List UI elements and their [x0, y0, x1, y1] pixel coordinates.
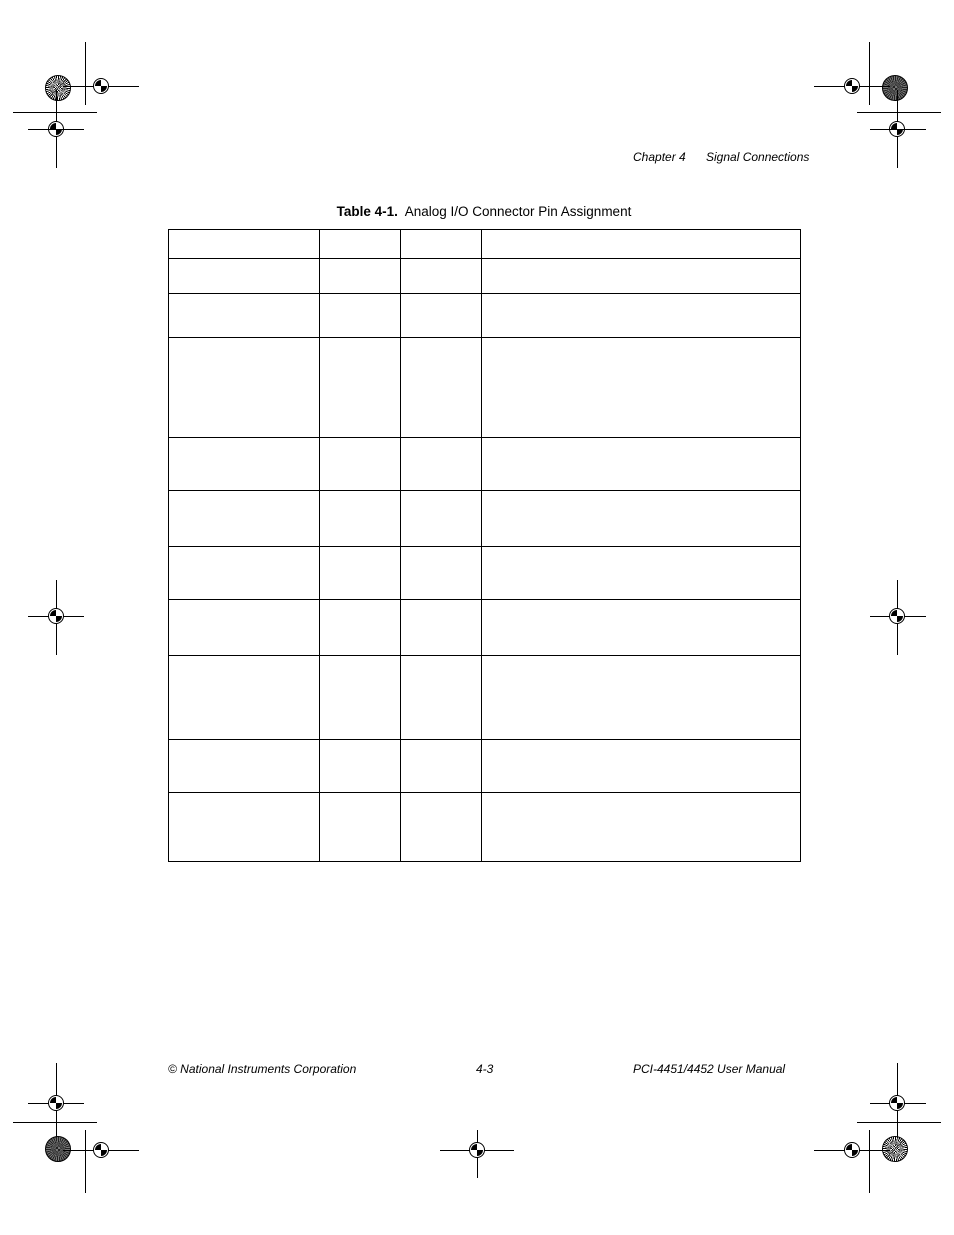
table-row — [169, 438, 801, 491]
starburst-icon-top-left — [45, 75, 71, 101]
registration-target-icon — [93, 78, 109, 94]
starburst-icon-bottom-right — [882, 1136, 908, 1162]
registration-target-icon — [844, 1142, 860, 1158]
table-row — [169, 338, 801, 438]
table-row — [169, 656, 801, 740]
registration-target-icon — [844, 78, 860, 94]
registration-target-icon — [889, 1095, 905, 1111]
table-row — [169, 600, 801, 656]
registration-target-icon — [93, 1142, 109, 1158]
table-row — [169, 793, 801, 862]
registration-target-icon — [48, 608, 64, 624]
table-row — [169, 259, 801, 294]
running-header-section: Signal Connections — [706, 150, 810, 164]
footer-copyright: © National Instruments Corporation — [168, 1062, 357, 1076]
footer-manual-title: PCI-4451/4452 User Manual — [633, 1062, 786, 1076]
registration-target-icon — [889, 608, 905, 624]
registration-target-icon — [469, 1142, 485, 1158]
registration-target-icon — [48, 1095, 64, 1111]
footer-page-number: 4-3 — [476, 1062, 494, 1076]
table-row — [169, 547, 801, 600]
table-row — [169, 491, 801, 547]
table-caption — [168, 204, 800, 219]
table-caption-title: Analog I/O Connector Pin Assignment — [404, 204, 632, 219]
table-caption-number: Table 4-1. — [336, 204, 398, 219]
starburst-icon-top-right — [882, 75, 908, 101]
running-header-chapter: Chapter 4 — [633, 150, 686, 164]
starburst-icon-bottom-left — [45, 1136, 71, 1162]
table-row — [169, 294, 801, 338]
pin-assignment-table — [168, 229, 801, 862]
table-row — [169, 740, 801, 793]
table-header-row — [169, 230, 801, 259]
